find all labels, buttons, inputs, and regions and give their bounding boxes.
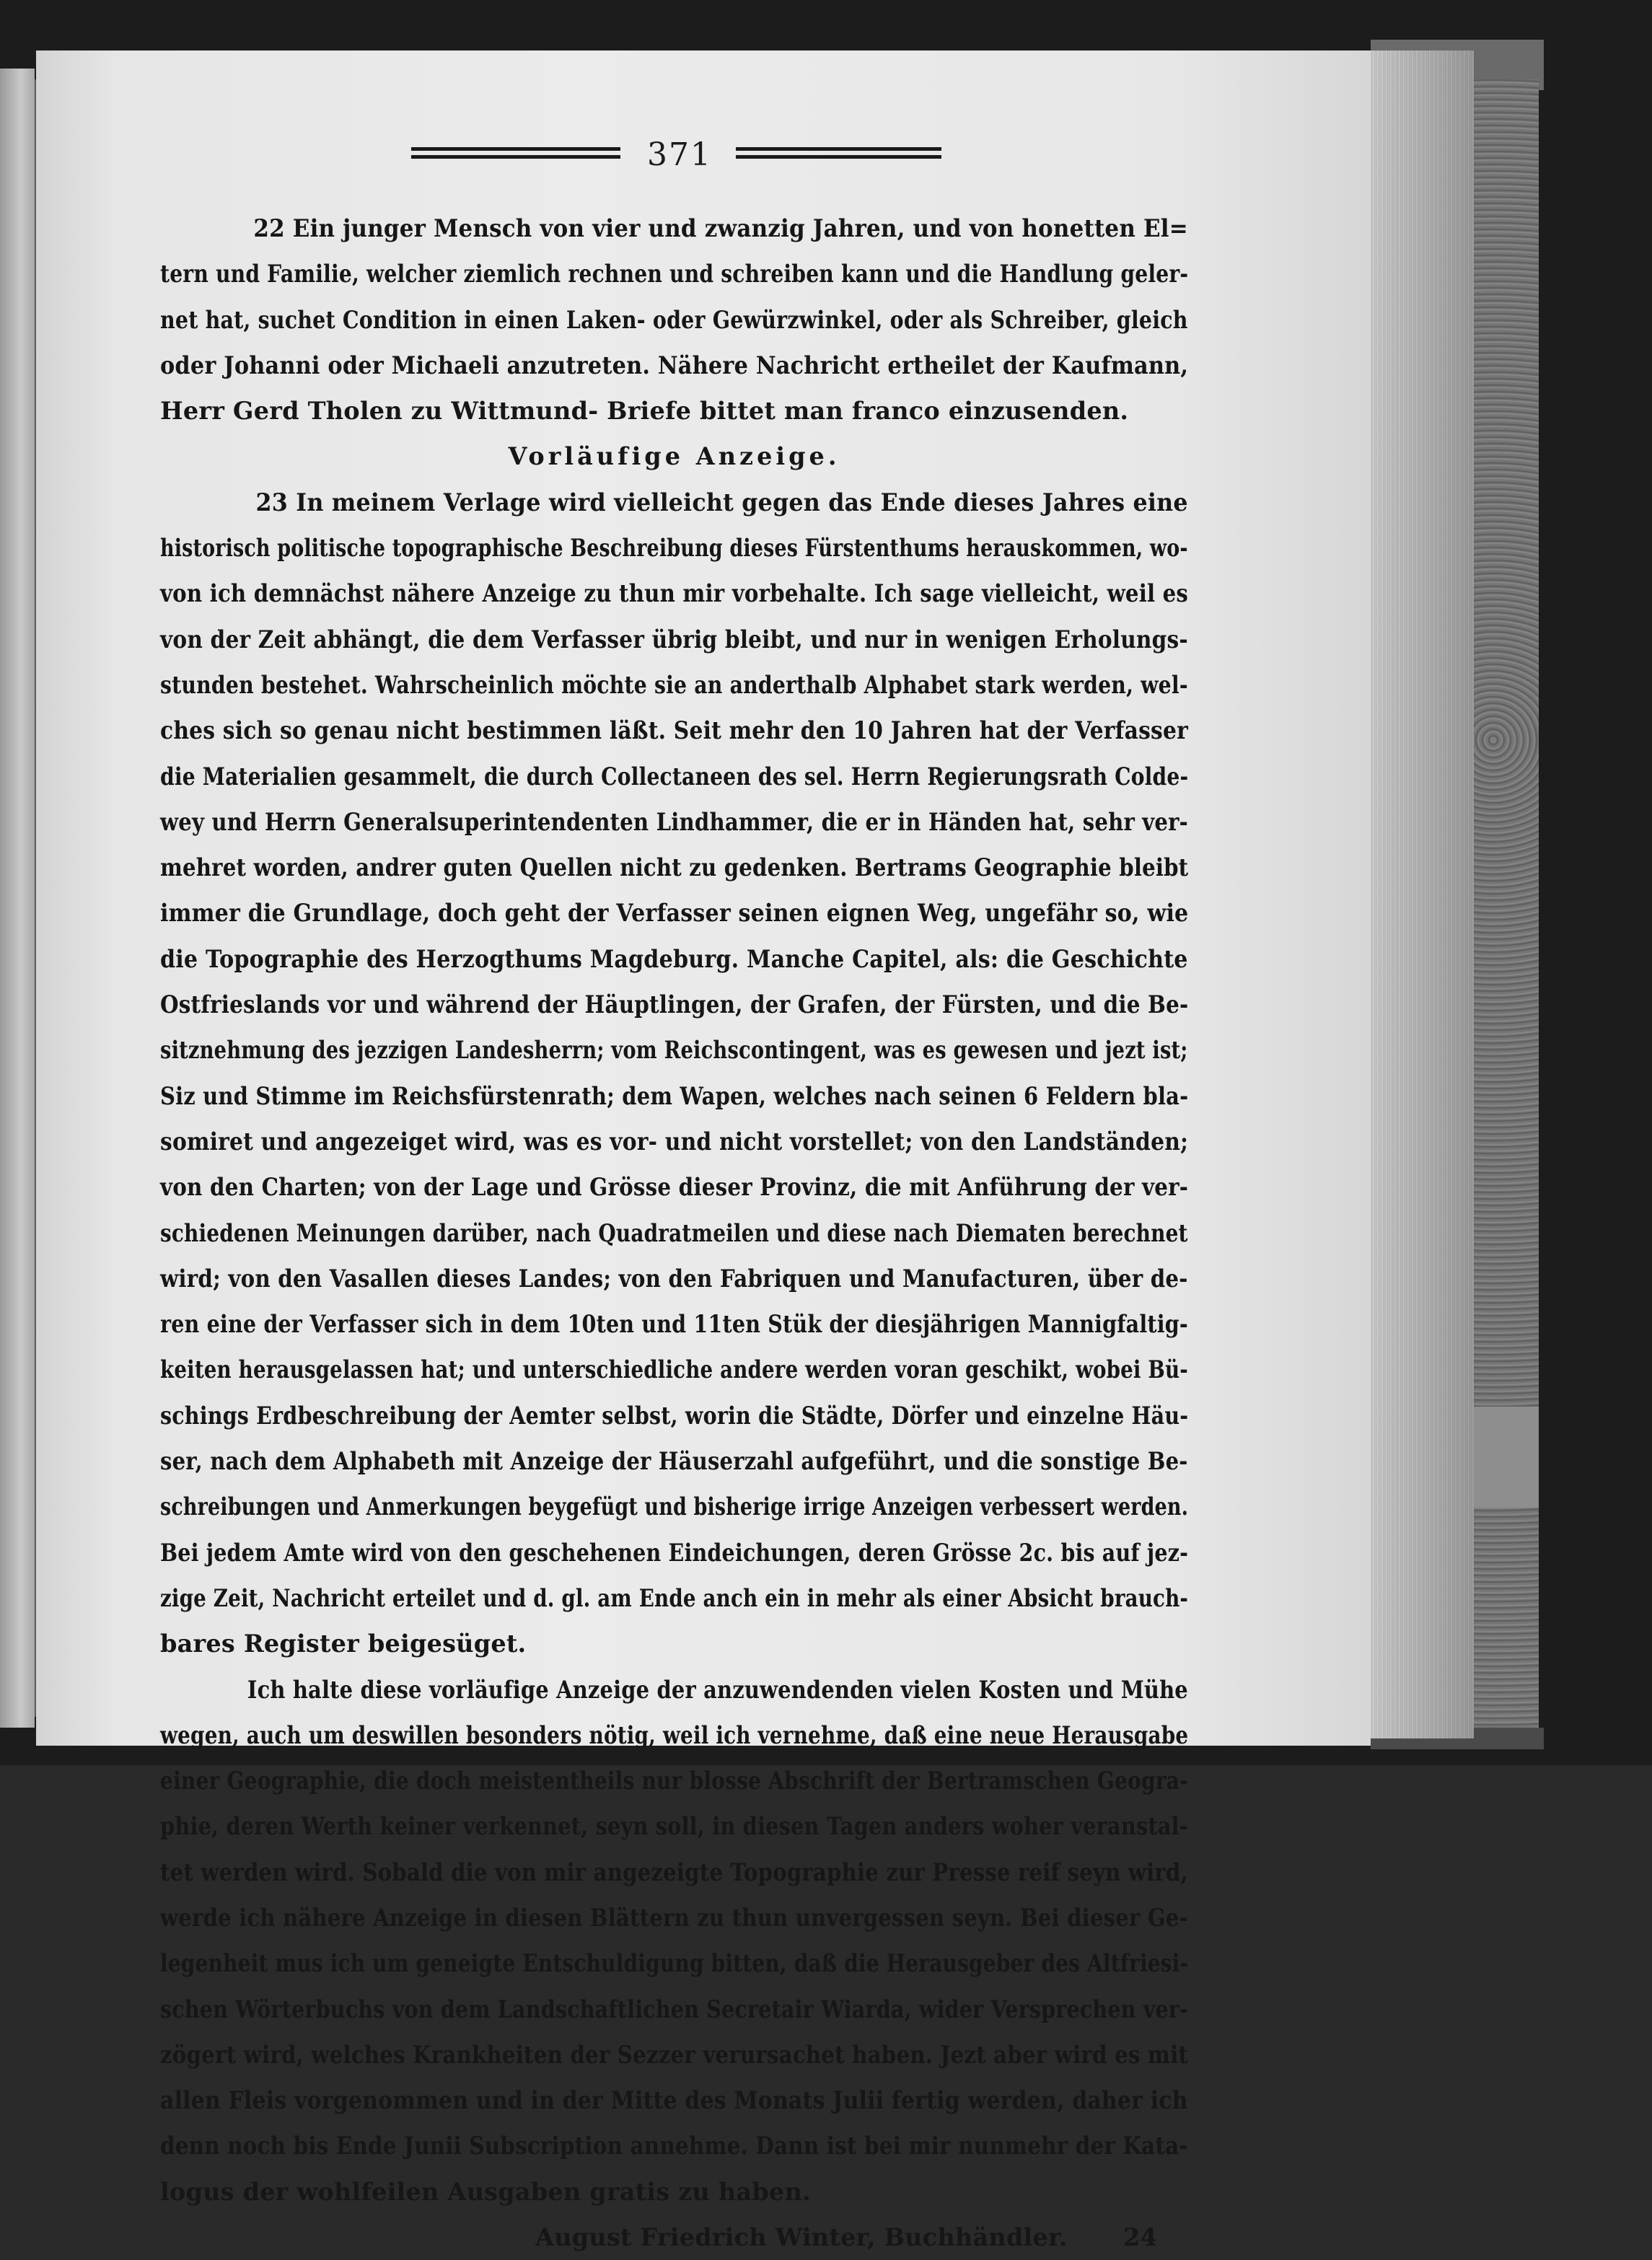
page-header — [411, 137, 945, 180]
text-line: werde ich nähere Anzeige in diesen Blättern zu thun unvergessen seyn. Bei dieser Ge- — [160, 1903, 1188, 1932]
signature-row — [160, 2215, 1188, 2260]
text-line: schiedenen Meinungen darüber, nach Quadratmeilen und diese nach Diematen berechnet — [160, 1218, 1188, 1247]
text-line: von der Zeit abhängt, die dem Verfasser übrig bleibt, und nur in wenigen Erholungs- — [160, 625, 1188, 654]
text-line: schen Wörterbuchs von dem Landschaftlichen Secretair Wiarda, wider Versprechen ver- — [160, 1995, 1189, 2023]
text-line: tern und Familie, welcher ziemlich rechnen und schreiben kann und die Handlung geler- — [160, 260, 1189, 289]
text-line: allen Fleis vorgenommen und in der Mitte des Monats Julii fertig werden, daher ich — [160, 2086, 1188, 2115]
text-line: zögert wird, welches Krankheiten der Sezzer verursachet haben. Jezt aber wird es mit — [160, 2040, 1189, 2069]
text-line: 23 In meinem Verlage wird vielleicht gegen das Ende dieses Jahres eine — [255, 488, 1188, 516]
page-number: 371 — [647, 136, 712, 173]
text-line: Herr Gerd Tholen zu Wittmund- Briefe bittet man franco einzusenden. — [160, 397, 1129, 426]
text-line: Bei jedem Amte wird von den geschehenen Eindeichungen, deren Grösse 2c. bis auf jez- — [160, 1538, 1189, 1567]
text-line: denn noch bis Ende Junii Subscription annehme. Dann ist bei mir nunmehr der Kata- — [160, 2132, 1188, 2160]
text-line: Siz und Stimme im Reichsfürstenrath; dem Wapen, welches nach seinen 6 Feldern bla- — [160, 1081, 1189, 1110]
header-rule-right — [736, 147, 941, 163]
text-line: zige Zeit, Nachricht erteilet und d. gl. am Ende anch ein in mehr als einer Absicht brauch- — [160, 1583, 1189, 1612]
text-line: wegen, auch um deswillen besonders nötig, weil ich vernehme, daß eine neue Herausgabe — [160, 1720, 1189, 1749]
page-text — [160, 206, 1188, 2260]
text-line: einer Geographie, die doch meistentheils nur blosse Abschrift der Bertramschen Geogra- — [160, 1767, 1188, 1795]
cover-band — [1474, 1407, 1539, 1508]
text-line: tet werden wird. Sobald die von mir angezeigte Topographie zur Presse reif seyn wird, — [160, 1857, 1188, 1886]
text-line: oder Johanni oder Michaeli anzutreten. Nähere Nachricht ertheilet der Kaufmann, — [160, 351, 1189, 379]
left-page-edge — [0, 69, 35, 1728]
text-line: historisch politische topographische Beschreibung dieses Fürstenthums herauskommen, wo- — [160, 534, 1188, 563]
catchword: 24 — [1123, 2223, 1158, 2252]
text-line: stunden bestehet. Wahrscheinlich möchte sie an anderthalb Alphabet stark werden, wel- — [160, 670, 1188, 699]
page-fore-edge-shade — [1362, 50, 1474, 1738]
text-line: immer die Grundlage, doch geht der Verfasser seinen eignen Weg, ungefähr so, wie — [160, 899, 1189, 928]
text-line: von ich demnächst nähere Anzeige zu thun mir vorbehalte. Ich sage vielleicht, weil es — [160, 579, 1189, 608]
text-line: keiten herausgelassen hat; und unterschiedliche andere werden voran geschikt, wobei Bü- — [160, 1355, 1188, 1384]
text-line: von den Charten; von der Lage und Grösse dieser Provinz, die mit Anführung der ver- — [160, 1173, 1189, 1202]
text-line: phie, deren Werth keiner verkennet, seyn soll, in diesen Tagen anders woher veranstal- — [160, 1812, 1188, 1841]
signature: August Friedrich Winter, Buchhändler. — [535, 2223, 1068, 2252]
text-line: die Topographie des Herzogthums Magdeburg. Manche Capitel, als: die Geschichte — [160, 944, 1188, 973]
text-line: somiret und angezeiget wird, was es vor- und nicht vorstellet; von den Landständen; — [160, 1127, 1189, 1156]
text-line: logus der wohlfeilen Ausgaben gratis zu haben. — [160, 2177, 811, 2206]
entry-23 — [160, 480, 1188, 1667]
text-line: bares Register beigesüget. — [160, 1630, 527, 1658]
header-rule-left — [411, 147, 620, 163]
text-line: schings Erdbeschreibung der Aemter selbst, worin die Städte, Dörfer und einzelne Häu- — [160, 1401, 1189, 1430]
text-line: ser, nach dem Alphabeth mit Anzeige der Häuserzahl aufgeführt, und die sonstige Be- — [160, 1447, 1188, 1476]
text-line: Ostfrieslands vor und während der Häuptlingen, der Grafen, der Fürsten, und die Be- — [160, 990, 1189, 1019]
paragraph-2 — [160, 1667, 1188, 2215]
entry-22 — [160, 206, 1188, 434]
text-line: wird; von den Vasallen dieses Landes; von den Fabriquen und Manufacturen, über de- — [160, 1264, 1188, 1293]
text-line: wey und Herrn Generalsuperintendenten Lindhammer, die er in Händen hat, sehr ver- — [160, 807, 1188, 836]
text-line: mehret worden, andrer guten Quellen nicht zu gedenken. Bertrams Geographie bleibt — [160, 853, 1189, 882]
text-line: schreibungen und Anmerkungen beygefügt und bisherige irrige Anzeigen verbessert werden. — [160, 1492, 1189, 1521]
text-line: 22 Ein junger Mensch von vier und zwanzig Jahren, und von honetten El= — [253, 214, 1188, 242]
text-line: Ich halte diese vorläufige Anzeige der anzuwendenden vielen Kosten und Mühe — [247, 1675, 1188, 1704]
text-line: net hat, suchet Condition in einen Laken- oder Gewürzwinkel, oder als Schreiber, gleich — [160, 305, 1188, 334]
text-line: ches sich so genau nicht bestimmen läßt. Seit mehr den 10 Jahren hat der Verfasser — [160, 716, 1189, 745]
text-line: ren eine der Verfasser sich in dem 10ten und 11ten Stük der diesjährigen Mannigfaltig- — [160, 1310, 1188, 1339]
section-heading: Vorläufige Anzeige. — [508, 442, 840, 471]
text-line: sitznehmung des jezzigen Landesherrn; vom Reichscontingent, was es gewesen und jezt ist; — [160, 1036, 1188, 1065]
text-line: legenheit mus ich um geneigte Entschuldigung bitten, daß die Herausgeber des Altfriesi- — [160, 1949, 1189, 1978]
text-line: die Materialien gesammelt, die durch Collectaneen des sel. Herrn Regierungsrath Colde- — [160, 762, 1189, 791]
